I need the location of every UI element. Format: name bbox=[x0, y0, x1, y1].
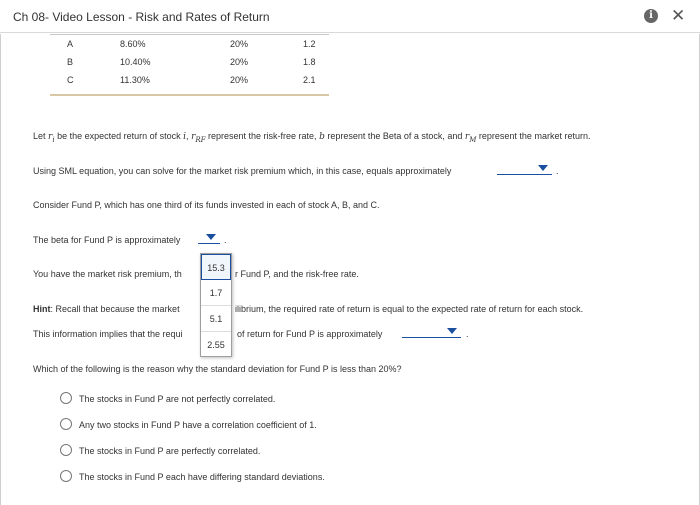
table-row bbox=[50, 75, 329, 93]
beta-cell: 2.1 bbox=[303, 75, 316, 85]
period: . bbox=[224, 235, 227, 245]
fund-beta-dropdown[interactable] bbox=[198, 232, 220, 244]
beta-cell: 1.2 bbox=[303, 39, 316, 49]
window-title: Ch 08- Video Lesson - Risk and Rates of Return bbox=[13, 10, 270, 24]
market-risk-premium-dropdown[interactable] bbox=[497, 163, 552, 175]
variable-definitions: Let $r_i$ be the expected return of stock i, $r_{RF}$ represent the risk-free rate, b represent the Beta of a stock, and $r_M$ represent the market return. bbox=[33, 131, 591, 144]
chevron-down-icon bbox=[538, 165, 548, 171]
fund-description: Consider Fund P, which has one third of its funds invested in each of stock A, B, and C. bbox=[33, 200, 380, 210]
beta-question: The beta for Fund P is approximately bbox=[33, 235, 181, 245]
dropdown-option[interactable]: 5.1 bbox=[201, 306, 231, 332]
expected-return-cell: 10.40% bbox=[120, 57, 151, 67]
title-bar bbox=[0, 0, 700, 33]
table-top-rule bbox=[50, 34, 329, 35]
dropdown-option[interactable]: 2.55 bbox=[207, 340, 225, 350]
required-return-dropdown[interactable] bbox=[402, 326, 461, 338]
dropdown-option[interactable]: 1.7 bbox=[201, 280, 231, 306]
period: . bbox=[556, 166, 559, 176]
table-row bbox=[50, 39, 329, 57]
lesson-content bbox=[0, 34, 700, 505]
premium-text-right: r Fund P, and the risk-free rate. bbox=[235, 269, 359, 279]
choice-label-3[interactable]: The stocks in Fund P are perfectly correlated. bbox=[79, 446, 261, 456]
sd-question: Which of the following is the reason why the standard deviation for Fund P is less than 20%? bbox=[33, 364, 402, 374]
chevron-down-icon bbox=[447, 328, 457, 334]
hint-text-left: Hint: Recall that because the market bbox=[33, 304, 180, 314]
hint-text-right: ilibrium, the required rate of return is equal to the expected rate of return for each stock. bbox=[235, 304, 584, 314]
table-row bbox=[50, 57, 329, 75]
expected-return-cell: 11.30% bbox=[120, 75, 150, 85]
expected-return-cell: 8.60% bbox=[120, 39, 146, 49]
info-icon[interactable]: i bbox=[644, 9, 658, 23]
choice-radio-2[interactable] bbox=[60, 418, 72, 430]
stock-cell: A bbox=[67, 39, 74, 49]
choice-radio-4[interactable] bbox=[60, 470, 72, 482]
period: . bbox=[466, 329, 469, 339]
choice-label-1[interactable]: The stocks in Fund P are not perfectly correlated. bbox=[79, 394, 276, 404]
table-bottom-rule bbox=[50, 94, 329, 96]
chevron-down-icon bbox=[206, 234, 216, 240]
premium-text-left: You have the market risk premium, th bbox=[33, 269, 182, 279]
dropdown-option[interactable]: 15.3 bbox=[201, 254, 231, 280]
beta-cell: 1.8 bbox=[303, 57, 316, 67]
stock-cell: B bbox=[67, 57, 74, 67]
implies-text-right: of return for Fund P is approximately bbox=[237, 329, 383, 339]
choice-radio-3[interactable] bbox=[60, 444, 72, 456]
std-dev-cell: 20% bbox=[230, 75, 249, 85]
choice-label-2[interactable]: Any two stocks in Fund P have a correlation coefficient of 1. bbox=[79, 420, 317, 430]
sml-question: Using SML equation, you can solve for the market risk premium which, in this case, equals approximately bbox=[33, 166, 452, 176]
std-dev-cell: 20% bbox=[230, 39, 249, 49]
std-dev-cell: 20% bbox=[230, 57, 249, 67]
implies-text-left: This information implies that the requi bbox=[33, 329, 183, 339]
choice-radio-1[interactable] bbox=[60, 392, 72, 404]
choice-label-4[interactable]: The stocks in Fund P each have differing standard deviations. bbox=[79, 472, 325, 482]
fund-beta-options-popup bbox=[200, 253, 232, 357]
stock-cell: C bbox=[67, 75, 74, 85]
close-icon[interactable]: ✕ bbox=[671, 6, 686, 25]
